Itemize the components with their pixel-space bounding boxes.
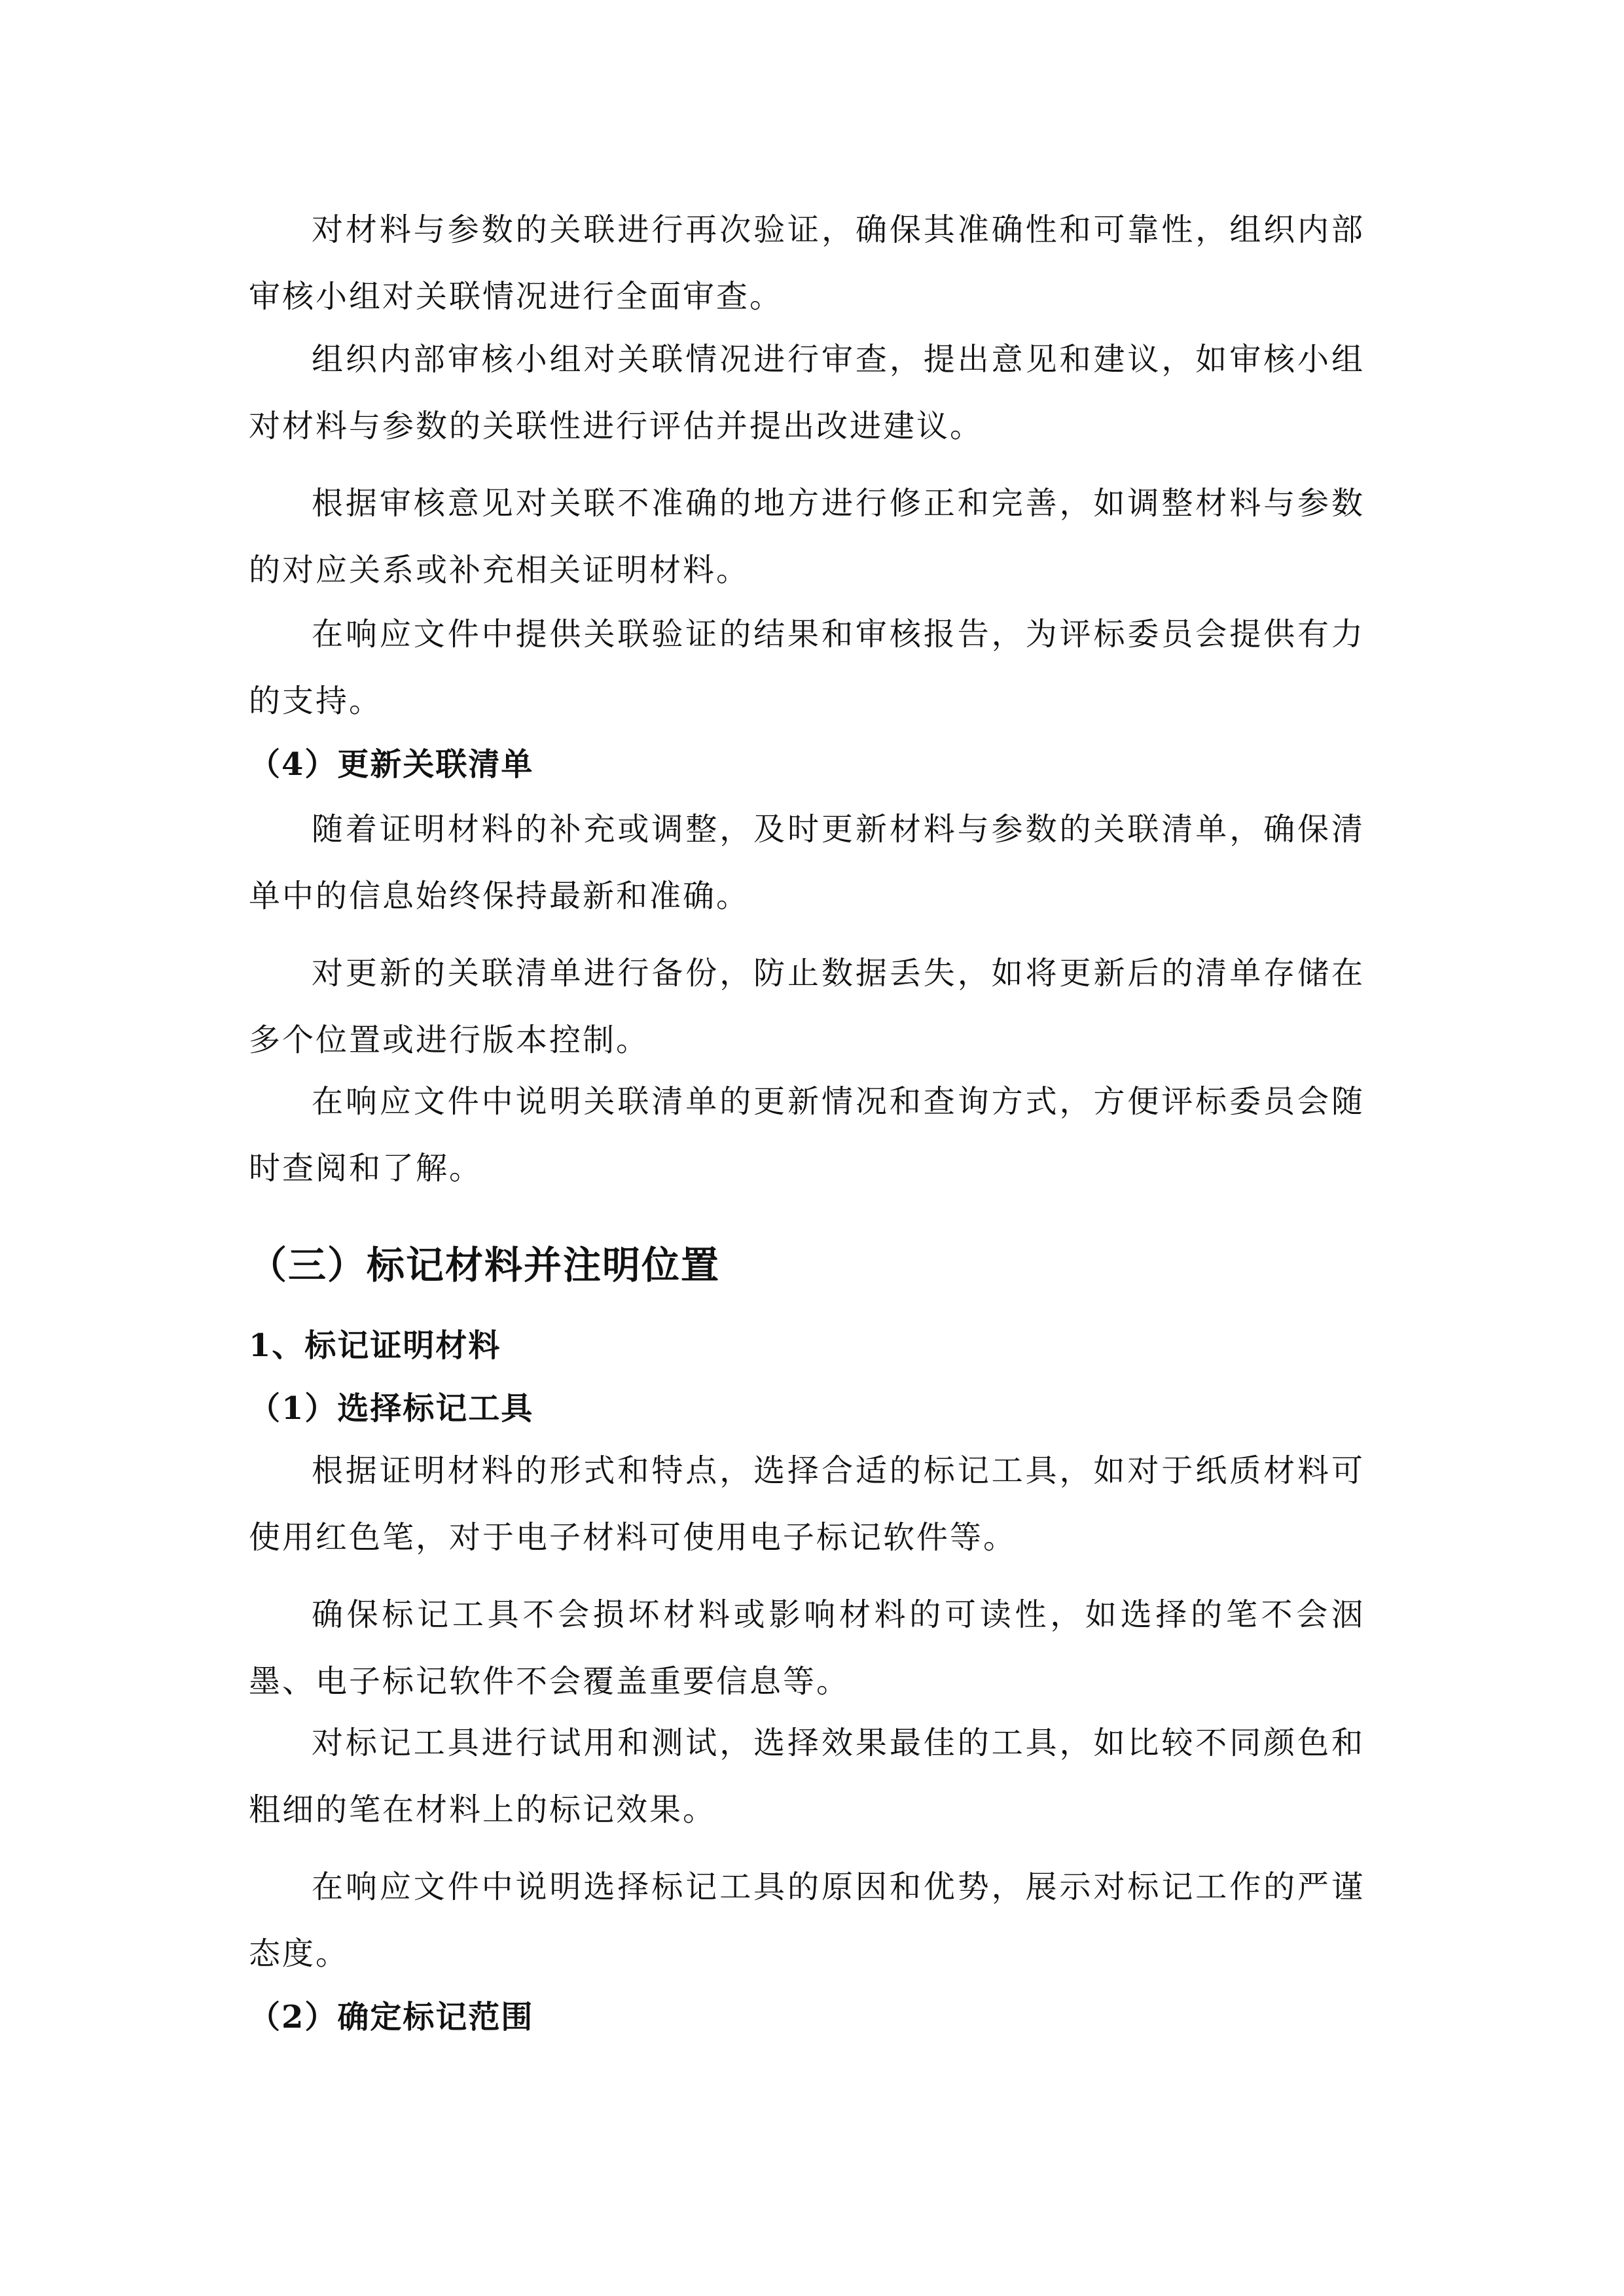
subheading-update-list: （4）更新关联清单 [249,746,534,783]
paragraph-update-list: 随着证明材料的补充或调整，及时更新材料与参数的关联清单，确保清单中的信息始终保持最新和准确。 [249,811,1365,914]
paragraph-select-tool: 根据证明材料的形式和特点，选择合适的标记工具，如对于纸质材料可使用红色笔，对于电子材料可使用电子标记软件等。 [249,1452,1365,1556]
subheading-mark-evidence: 1、标记证明材料 [249,1327,501,1364]
paragraph-internal-review: 组织内部审核小组对关联情况进行审查，提出意见和建议，如审核小组对材料与参数的关联性进行评估并提出改进建议。 [249,341,1365,444]
section-heading-mark-materials: （三）标记材料并注明位置 [249,1243,721,1287]
paragraph-tool-reason: 在响应文件中说明选择标记工具的原因和优势，展示对标记工作的严谨态度。 [249,1869,1365,1972]
paragraph-verify-association: 对材料与参数的关联进行再次验证，确保其准确性和可靠性，组织内部审核小组对关联情况进行全面审查。 [249,211,1365,315]
paragraph-tool-safety: 确保标记工具不会损坏材料或影响材料的可读性，如选择的笔不会洇墨、电子标记软件不会覆盖重要信息等。 [249,1596,1365,1700]
subheading-mark-scope: （2）确定标记范围 [249,1999,534,2036]
paragraph-backup-list: 对更新的关联清单进行备份，防止数据丢失，如将更新后的清单存储在多个位置或进行版本控制。 [249,955,1365,1058]
subheading-select-tool: （1）选择标记工具 [249,1390,534,1427]
paragraph-tool-testing: 对标记工具进行试用和测试，选择效果最佳的工具，如比较不同颜色和粗细的笔在材料上的标记效果。 [249,1725,1365,1828]
paragraph-correct-association: 根据审核意见对关联不准确的地方进行修正和完善，如调整材料与参数的对应关系或补充相关证明材料。 [249,485,1365,588]
paragraph-provide-report: 在响应文件中提供关联验证的结果和审核报告，为评标委员会提供有力的支持。 [249,616,1365,719]
paragraph-explain-update: 在响应文件中说明关联清单的更新情况和查询方式，方便评标委员会随时查阅和了解。 [249,1083,1365,1187]
